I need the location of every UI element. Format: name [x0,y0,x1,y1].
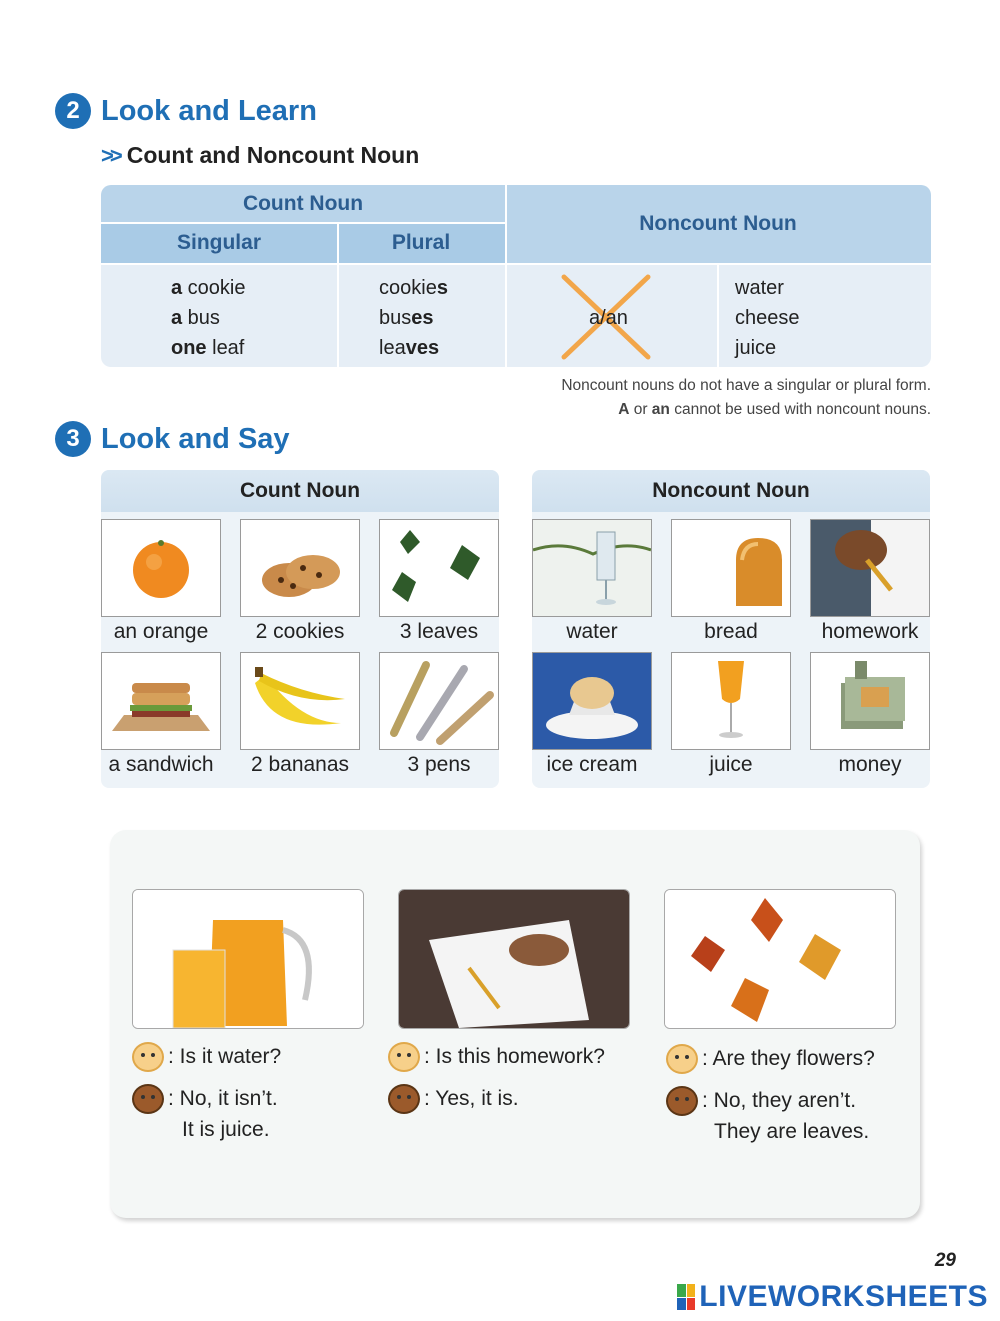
subtitle-text: Count and Noncount Noun [126,142,420,168]
grammar-table [101,185,931,367]
article-label: a/an [589,307,628,329]
dialogue-question: : Is it water? [132,1042,281,1072]
page-number: 29 [934,1250,956,1271]
bread-image [671,519,791,617]
ice-cream-image [532,652,652,750]
money-image [810,652,930,750]
brand-logo [677,1280,988,1314]
maple-leaves-image [664,889,896,1029]
singular-list [171,273,246,363]
boy-face-icon [388,1084,420,1114]
juice-pitcher-image [132,889,364,1029]
section2-heading [55,93,317,129]
item-label: money [838,753,902,776]
section-title: Look and Learn [101,94,317,127]
count-noun-header: Count Noun [101,185,505,223]
subtitle [101,142,419,169]
singular-header: Singular [101,223,337,263]
item-label: 2 cookies [255,620,345,643]
noncount-noun-header: Noncount Noun [505,185,931,263]
liveworksheets-logo-icon [677,1284,695,1310]
dialogue-answer: : No, they aren’t. [666,1086,856,1116]
plural-list [379,273,448,363]
orange-image [101,519,221,617]
noncount-noun-panel [532,470,930,788]
divider [505,185,507,367]
plural-header: Plural [337,223,505,263]
item-label: juice [709,753,753,776]
count-noun-panel [101,470,499,788]
section3-heading [55,421,290,457]
panel-title: Noncount Noun [532,470,930,512]
plural-item: buses [379,307,434,329]
water-image [532,519,652,617]
item-label: 3 leaves [399,620,479,643]
item-label: water [566,620,618,643]
noncount-item: juice [735,337,777,359]
juice-image [671,652,791,750]
brand-name: LIVEWORKSHEETS [699,1280,988,1313]
dialogue-answer: : No, it isn’t. [132,1084,278,1114]
singular-item: a cookie [171,277,246,299]
bananas-image [240,652,360,750]
divider [717,263,719,367]
item-label: 2 bananas [250,753,350,776]
leaves-image [379,519,499,617]
dialogue-question: : Is this homework? [388,1042,605,1072]
item-label: an orange [113,620,209,643]
dialogue-answer-continued: They are leaves. [714,1120,870,1143]
note-line-2: A or an cannot be used with noncount nouns. [618,401,931,418]
boy-face-icon [132,1084,164,1114]
divider [101,263,931,265]
plural-item: leaves [379,337,440,359]
singular-item: a bus [171,307,220,329]
noncount-item: cheese [735,307,800,329]
chevron-right-icon: >> [101,142,119,168]
section-title: Look and Say [101,422,290,455]
dialogue-question: : Are they flowers? [666,1044,875,1074]
noncount-item: water [735,277,784,299]
section-number-badge: 2 [55,93,91,129]
plural-item: cookies [379,277,448,299]
item-label: bread [704,620,758,643]
singular-item: one leaf [171,337,245,359]
item-label: a sandwich [108,753,214,776]
homework-image [810,519,930,617]
panel-title: Count Noun [101,470,499,512]
sandwich-image [101,652,221,750]
item-label: ice cream [546,753,638,776]
dialogue-answer: : Yes, it is. [388,1084,519,1114]
homework-writing-image [398,889,630,1029]
pens-image [379,652,499,750]
dialogue-answer-continued: It is juice. [182,1118,270,1141]
note-line-1: Noncount nouns do not have a singular or plural form. [561,377,931,394]
boy-face-icon [666,1086,698,1116]
divider [101,222,505,224]
item-label: 3 pens [407,753,471,776]
girl-face-icon [132,1042,164,1072]
girl-face-icon [666,1044,698,1074]
dialogue-box [110,830,920,1218]
grammar-note [561,374,931,422]
item-label: homework [821,620,919,643]
section-number-badge: 3 [55,421,91,457]
divider [337,223,339,367]
noncount-list [735,273,800,363]
cookies-image [240,519,360,617]
girl-face-icon [388,1042,420,1072]
